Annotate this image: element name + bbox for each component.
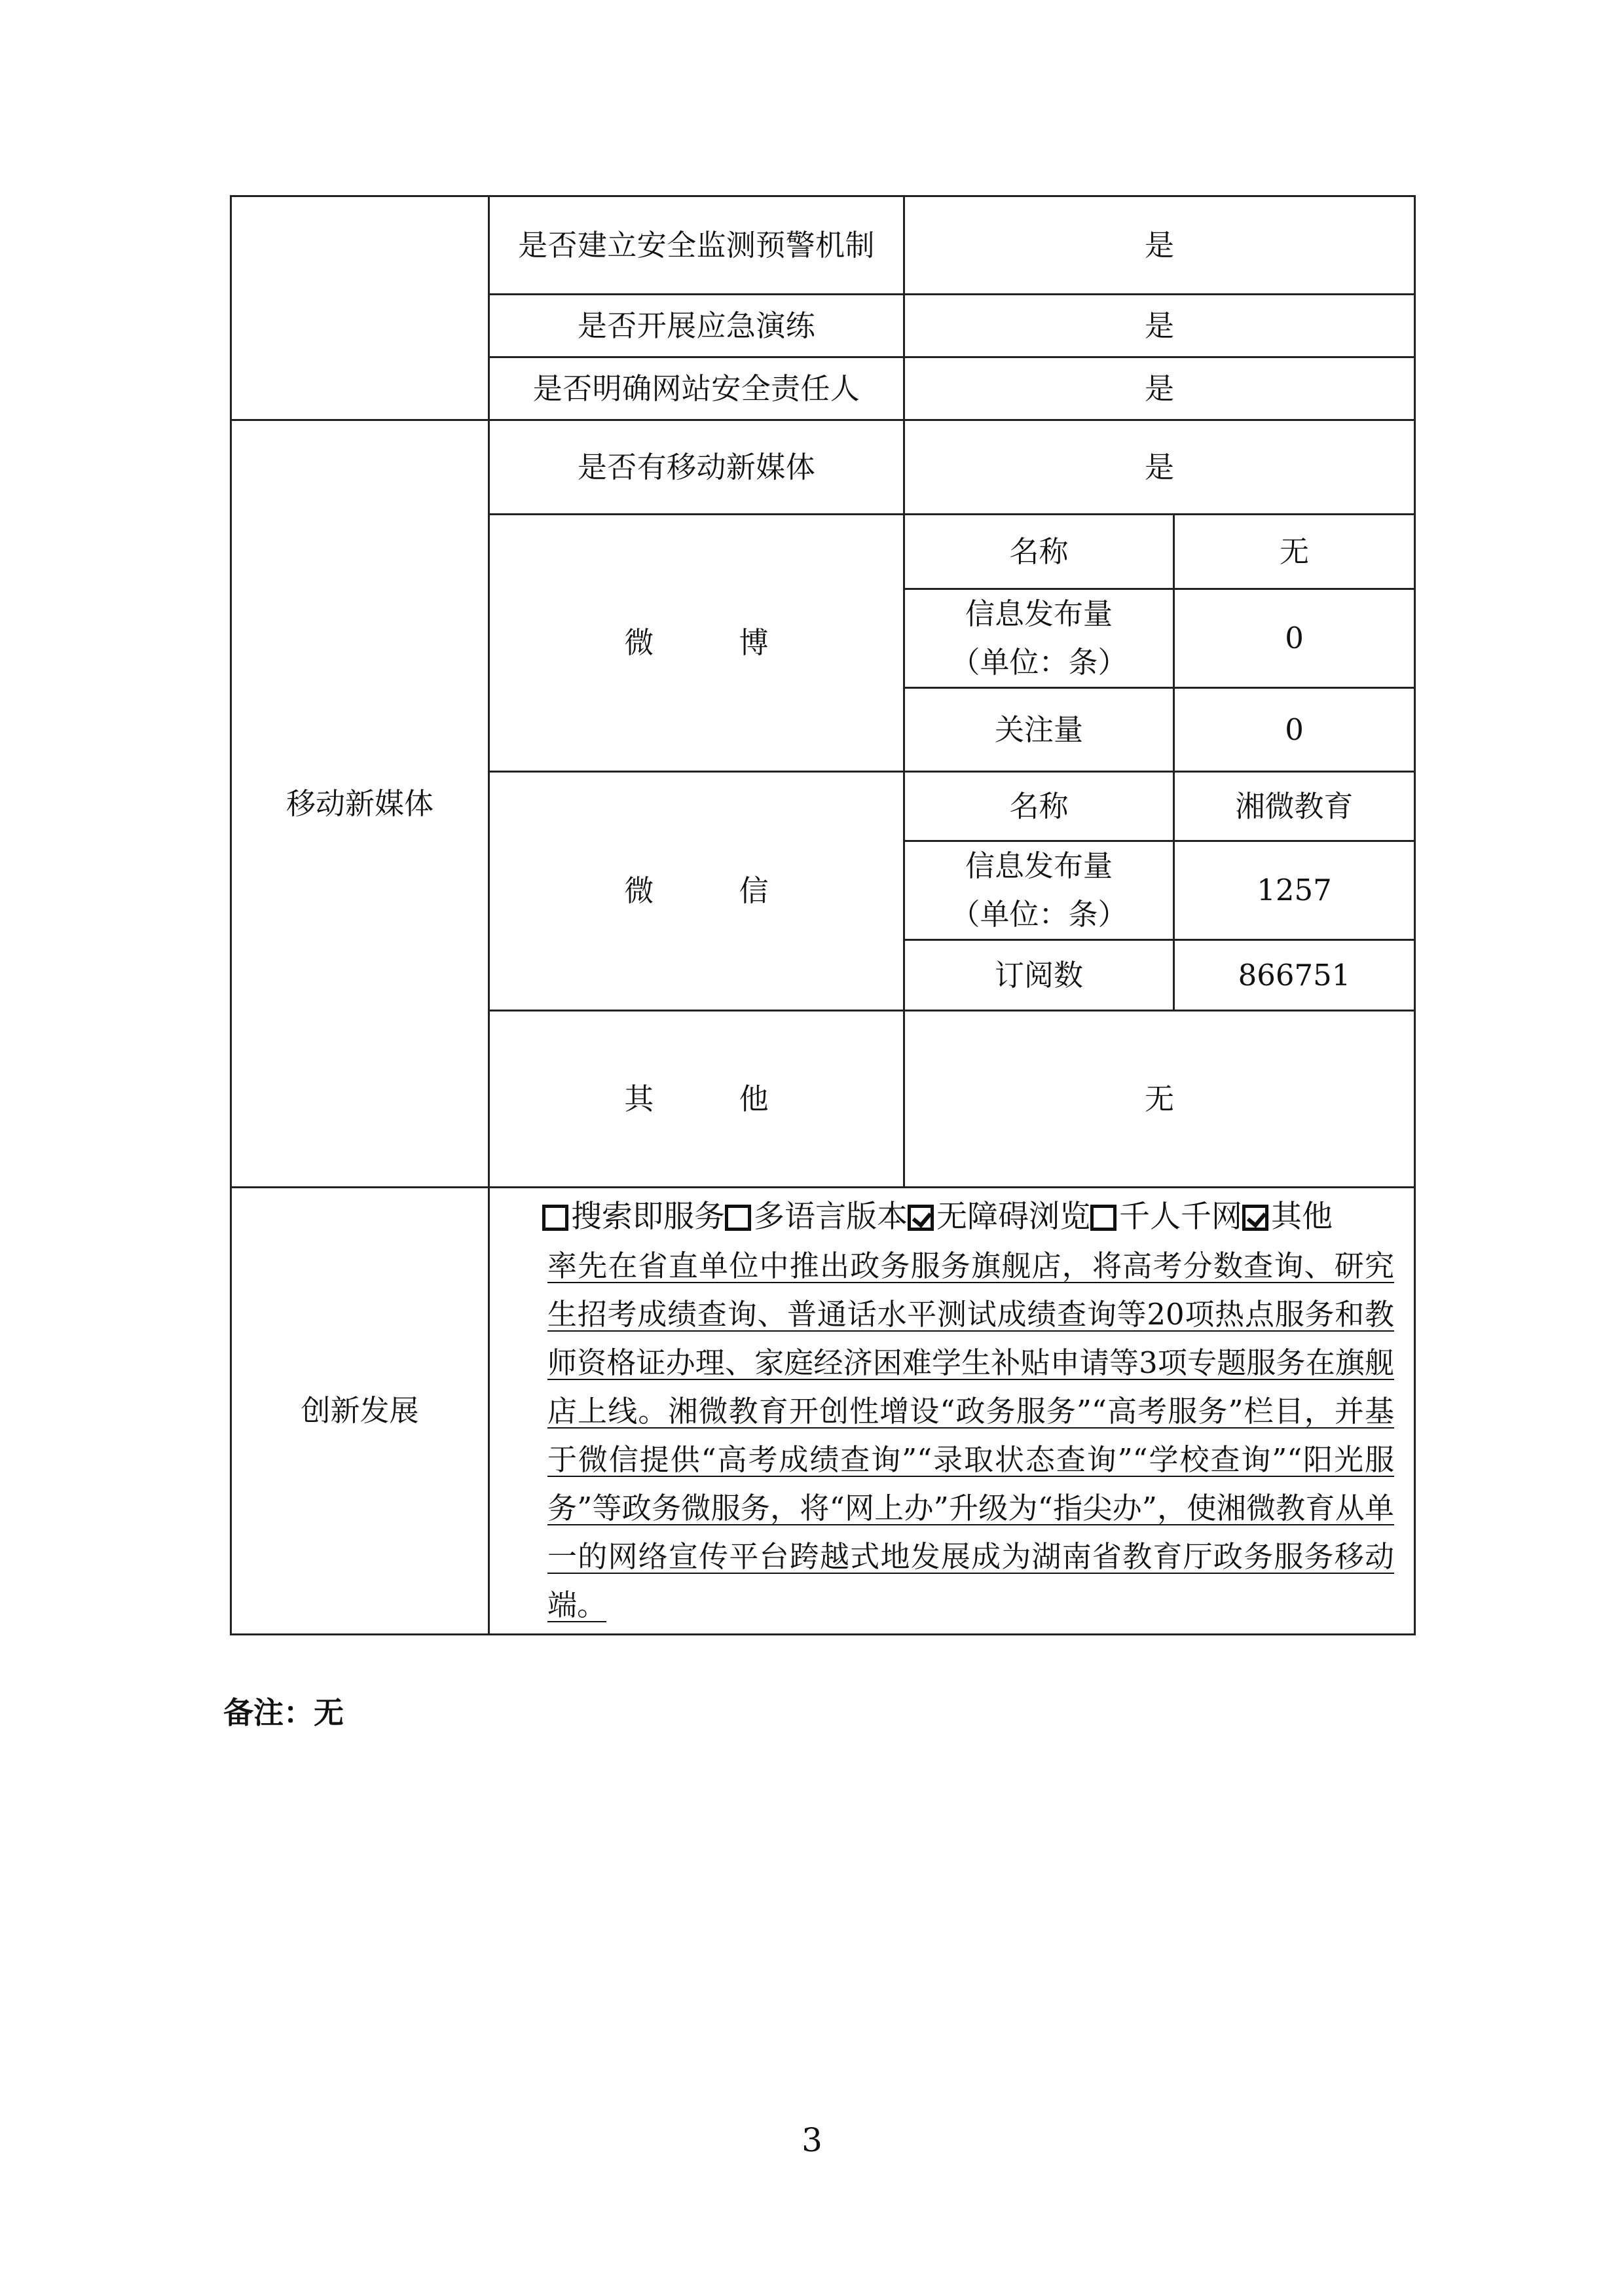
option-multilingual	[725, 1199, 908, 1235]
option-label: 多语言版本	[754, 1199, 908, 1235]
weibo-posts-value: 0	[1174, 589, 1415, 688]
unchecked-box-icon	[1090, 1205, 1116, 1231]
weibo-followers-value: 0	[1174, 688, 1415, 772]
other-media-value: 无	[904, 1011, 1415, 1188]
weibo-posts-label-line2: （单位：条）	[950, 645, 1128, 680]
wechat-posts-label-line2: （单位：条）	[950, 897, 1128, 932]
weibo-label: 微 博	[489, 515, 904, 772]
option-label: 其他	[1271, 1199, 1333, 1235]
weibo-followers-label: 关注量	[904, 688, 1174, 772]
innovation-description: 率先在省直单位中推出政务服务旗舰店，将高考分数查询、研究生招考成绩查询、普通话水平测试成绩查询等20项热点服务和教师资格证办理、家庭经济困难学生补贴申请等3项专题服务在旗舰店上线。湘微教育开创性增设“政务服务”“高考服务”栏目，并基于微信提供“高考成绩查询”“录取状态查询”“学校查询”“阳光服务”等政务微服务，将“网上办”升级为“指尖办”，使湘微教育从单一的网络宣传平台跨越式地发展成为湖南省教育厅政务服务移动端。	[547, 1248, 1395, 1622]
innovation-section-label: 创新发展	[231, 1188, 489, 1635]
wechat-posts-value: 1257	[1174, 841, 1415, 940]
wechat-label: 微 信	[489, 772, 904, 1011]
has-mobile-media-value: 是	[904, 420, 1415, 515]
option-other	[1242, 1199, 1333, 1235]
unchecked-box-icon	[542, 1205, 568, 1231]
unchecked-box-icon	[725, 1205, 751, 1231]
checked-box-icon	[908, 1205, 934, 1231]
weibo-posts-label-line1: 信息发布量	[965, 596, 1113, 631]
other-media-label: 其 他	[489, 1011, 904, 1188]
weibo-name-value: 无	[1174, 515, 1415, 589]
monitoring-value: 是	[904, 196, 1415, 295]
report-table	[230, 195, 1416, 1635]
drill-value: 是	[904, 295, 1415, 357]
innovation-content	[489, 1188, 1415, 1635]
security-section-cell	[231, 196, 489, 420]
option-search-service	[542, 1199, 725, 1235]
option-accessibility	[908, 1199, 1090, 1235]
has-mobile-media-label: 是否有移动新媒体	[489, 420, 904, 515]
checked-box-icon	[1242, 1205, 1268, 1231]
responsible-value: 是	[904, 357, 1415, 420]
weibo-name-label: 名称	[904, 515, 1174, 589]
page-number: 3	[802, 2121, 822, 2159]
remark: 备注：无	[223, 1695, 344, 1730]
option-label: 千人千网	[1119, 1199, 1242, 1235]
option-label: 无障碍浏览	[936, 1199, 1090, 1235]
weibo-posts-label	[904, 589, 1174, 688]
wechat-name-value: 湘微教育	[1174, 772, 1415, 841]
wechat-posts-label-line1: 信息发布量	[965, 848, 1113, 883]
wechat-name-label: 名称	[904, 772, 1174, 841]
innovation-options	[542, 1192, 1394, 1242]
wechat-posts-label	[904, 841, 1174, 940]
wechat-subscribers-value: 866751	[1174, 940, 1415, 1011]
drill-label: 是否开展应急演练	[489, 295, 904, 357]
responsible-label: 是否明确网站安全责任人	[489, 357, 904, 420]
option-label: 搜索即服务	[571, 1199, 725, 1235]
option-personalized	[1090, 1199, 1242, 1235]
mobile-media-section-label: 移动新媒体	[231, 420, 489, 1188]
wechat-subscribers-label: 订阅数	[904, 940, 1174, 1011]
monitoring-label: 是否建立安全监测预警机制	[489, 196, 904, 295]
